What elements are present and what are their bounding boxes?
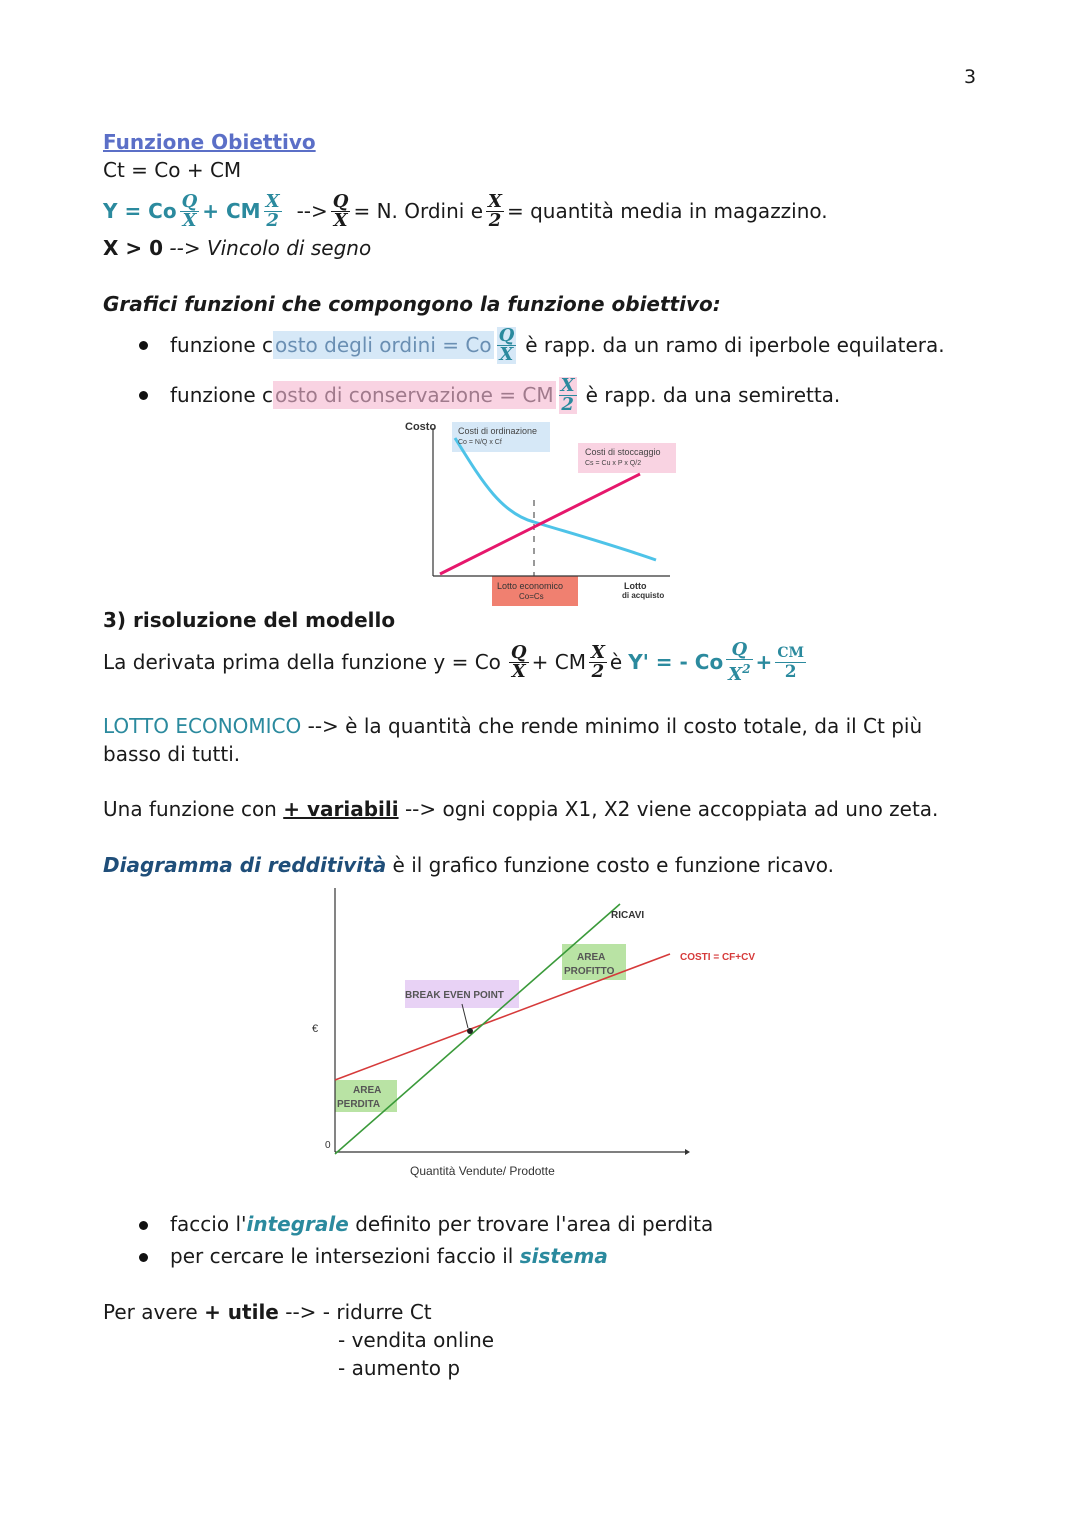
variabili-pre: Una funzione con — [103, 797, 277, 821]
bullet1-post: è rapp. da un ramo di iperbole equilatera. — [525, 333, 945, 357]
bullet-dot — [139, 341, 148, 350]
constraint-line — [103, 236, 371, 260]
bullet2-pre: funzione c — [170, 383, 274, 407]
frac-q-over-x-bullet: $\frac{Q}{X}$ — [498, 324, 515, 365]
eq-arrow: --> — [296, 199, 328, 223]
utile-line — [103, 1300, 432, 1324]
frac-q-over-x: $\frac{Q}{X}$ — [181, 190, 198, 231]
label-lotto-acquisto-2: di acquisto — [622, 591, 665, 600]
b1-post: definito per trovare l'area di perdita — [355, 1212, 714, 1236]
lotto-term: LOTTO ECONOMICO — [103, 714, 302, 738]
frac-q-over-x2: $\frac{Q}{X^2}$ — [728, 638, 751, 685]
bullet-dot — [139, 1221, 148, 1230]
line-costi-stoccaggio — [440, 474, 640, 574]
chart2-y-label: € — [312, 1023, 319, 1035]
chart1-y-label: Costo — [405, 421, 437, 433]
derivative-result: Y' = - Co — [628, 650, 724, 674]
bullet-dot — [139, 391, 148, 400]
line-costi — [335, 954, 670, 1080]
frac-x-over-2-bullet: $\frac{X}{2}$ — [560, 374, 575, 415]
label-area-perdita-2: PERDITA — [337, 1099, 381, 1110]
frac-cm-over-2: $\frac{CM}{2}$ — [777, 644, 804, 682]
constraint-text: --> Vincolo di segno — [169, 236, 372, 260]
section-title-funzione-obiettivo: Funzione Obiettivo — [103, 130, 316, 154]
utile-pre: Per avere — [103, 1300, 198, 1324]
x-axis-arrow — [685, 1149, 690, 1155]
redditivita-term: Diagramma di redditività — [103, 853, 387, 877]
label-lotto-economico-eq: Co=Cs — [519, 592, 544, 601]
label-lotto-economico: Lotto economico — [497, 581, 564, 591]
b2-pre: per cercare le intersezioni faccio il — [170, 1244, 514, 1268]
eq-y-label: Y = Co — [103, 199, 177, 223]
label-lotto-acquisto-1: Lotto — [624, 581, 647, 591]
equation-y — [103, 186, 828, 236]
variabili-line — [103, 797, 938, 821]
label-area-perdita-1: AREA — [353, 1085, 382, 1096]
bullet-integrale — [139, 1212, 713, 1236]
utile-item-1: --> - ridurre Ct — [285, 1300, 432, 1324]
break-even-point — [467, 1028, 473, 1034]
lotto-definition — [103, 714, 922, 738]
bullet-costo-conservazione — [139, 370, 840, 420]
bullet2-post: è rapp. da una semiretta. — [585, 383, 841, 407]
label-ordinazione: Costi di ordinazione — [458, 426, 538, 436]
frac-q-over-x-2: $\frac{Q}{X}$ — [332, 190, 349, 231]
bullet1-pre: funzione c — [170, 333, 274, 357]
frac-x-over-2: $\frac{X}{2}$ — [265, 190, 280, 231]
line-ricavi — [335, 904, 620, 1154]
variabili-bold: + variabili — [283, 797, 399, 821]
eq-plus-cm: + CM — [202, 199, 261, 223]
bullet-sistema — [139, 1244, 608, 1268]
b2-term: sistema — [519, 1244, 608, 1268]
utile-bold: + utile — [204, 1300, 279, 1324]
label-area-profitto-2: PROFITTO — [564, 966, 615, 977]
label-ricavi: RICAVI — [611, 910, 645, 921]
label-costi: COSTI = CF+CV — [680, 952, 756, 963]
frac-x-over-2-b: $\frac{X}{2}$ — [488, 190, 502, 231]
label-area-profitto-1: AREA — [577, 952, 606, 963]
section-title-grafici: Grafici funzioni che compongono la funzione obiettivo: — [103, 292, 721, 316]
bullet-dot — [139, 1253, 148, 1262]
label-bep: BREAK EVEN POINT — [405, 990, 504, 1001]
equation-ct: Ct = Co + CM — [103, 158, 242, 182]
chart-break-even — [300, 884, 780, 1184]
redditivita-rest: è il grafico funzione costo e funzione ricavo. — [392, 853, 834, 877]
bullet2-highlight: osto di conservazione = CM — [275, 383, 554, 407]
derivative-plus: + — [755, 650, 773, 674]
lotto-definition-text: --> è la quantità che rende minimo il costo totale, da il Ct più — [307, 714, 923, 738]
bullet1-highlight: osto degli ordini = Co — [275, 333, 492, 357]
bullet-costo-ordini — [139, 320, 945, 370]
frac-q-over-x-deriv: $\frac{Q}{X}$ — [510, 641, 527, 682]
constraint-bold: X > 0 — [103, 236, 164, 260]
chart2-origin: 0 — [325, 1140, 331, 1151]
chart2-x-label: Quantità Vendute/ Prodotte — [410, 1164, 555, 1178]
label-ordinazione-formula: Co = N/Q x Cf — [458, 439, 502, 446]
derivative-text: La derivata prima della funzione y = Co — [103, 650, 501, 674]
label-stoccaggio-formula: Cs = Cu x P x Q/2 — [585, 460, 642, 467]
label-stoccaggio: Costi di stoccaggio — [585, 447, 661, 457]
variabili-post: --> ogni coppia X1, X2 viene accoppiata ad uno zeta. — [404, 797, 939, 821]
section-title-risoluzione: 3) risoluzione del modello — [103, 608, 396, 632]
frac-x-over-2-deriv: $\frac{X}{2}$ — [590, 641, 605, 682]
lotto-definition-2: basso di tutti. — [103, 742, 241, 766]
redditivita-line — [103, 853, 834, 877]
eq-media-text: = quantità media in magazzino. — [506, 199, 828, 223]
utile-item-3: - aumento p — [338, 1356, 461, 1380]
page-number: 3 — [964, 66, 977, 88]
derivative-line — [103, 636, 809, 688]
b1-pre: faccio l' — [170, 1212, 247, 1236]
utile-item-2: - vendita online — [338, 1328, 495, 1352]
eq-ordini-text: = N. Ordini e — [353, 199, 484, 223]
derivative-plus-cm: + CM — [531, 650, 586, 674]
b1-term: integrale — [246, 1212, 349, 1236]
derivative-e: è — [609, 650, 623, 674]
chart-lotto-economico — [400, 418, 690, 608]
